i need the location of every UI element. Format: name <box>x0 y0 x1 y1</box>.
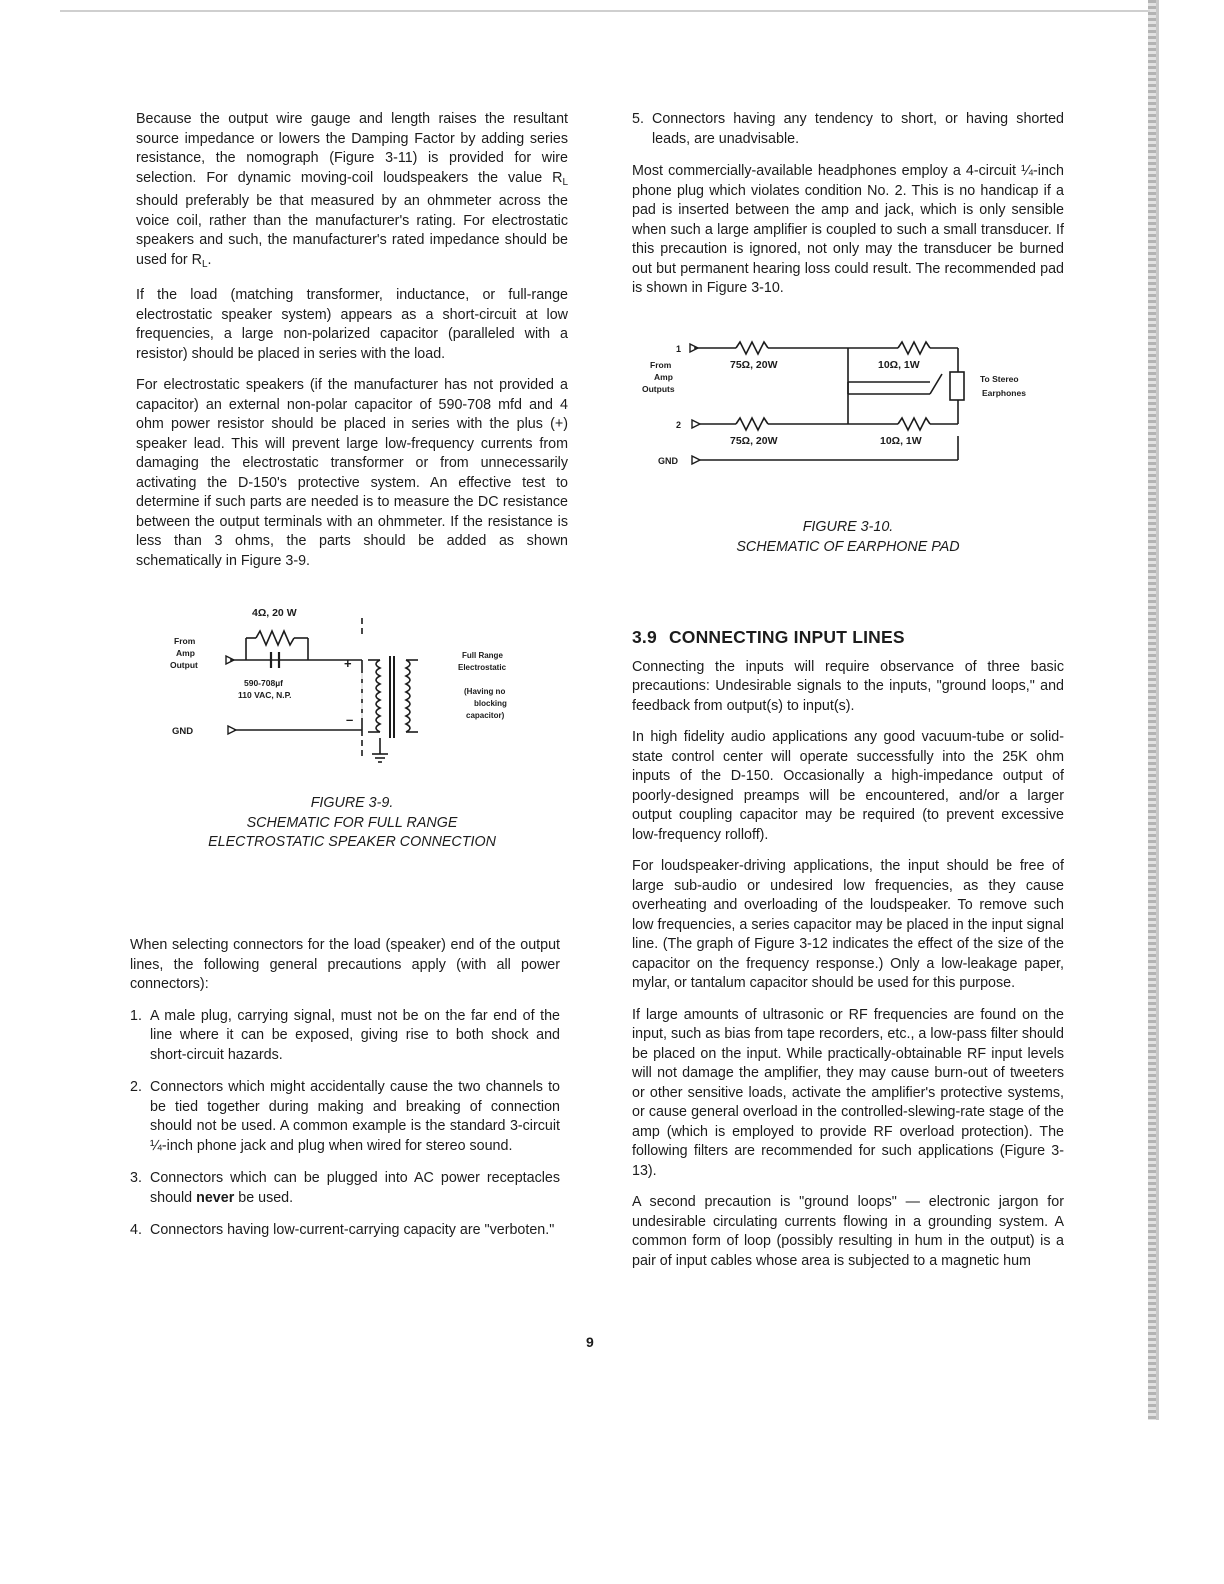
svg-text:110 VAC, N.P.: 110 VAC, N.P. <box>238 690 292 700</box>
left-column-lower <box>130 936 560 1254</box>
svg-text:75Ω, 20W: 75Ω, 20W <box>730 359 778 371</box>
svg-text:(Having no: (Having no <box>464 687 506 696</box>
list-item: 5. Connectors having any tendency to short, or having shorted leads, are unadvisable. <box>632 111 1064 147</box>
figure-3-10-caption: FIGURE 3-10. SCHEMATIC OF EARPHONE PAD <box>736 519 960 555</box>
right-column-top <box>632 110 1064 311</box>
svg-text:75Ω, 20W: 75Ω, 20W <box>730 435 778 447</box>
svg-text:Outputs: Outputs <box>642 384 675 394</box>
svg-text:From: From <box>650 360 672 370</box>
svg-text:Earphones: Earphones <box>982 388 1026 398</box>
list-item: 3. Connectors which can be plugged into AC power receptacles should never be used. <box>130 1170 560 1206</box>
connector-precautions-list-continued <box>632 110 1064 149</box>
section-heading: 3.9 CONNECTING INPUT LINES <box>632 627 905 647</box>
paragraph-ground-loops: A second precaution is "ground loops" — electronic jargon for undesirable circulating currents flowing in a grounding system. A common form of loop (possibly resulting in hum in the output) is a pair of input cables whose area is subjected to a magnetic hum <box>632 1194 1064 1269</box>
svg-text:capacitor): capacitor) <box>466 711 505 720</box>
svg-text:Full Range: Full Range <box>462 651 503 660</box>
paragraph-connectors-intro: When selecting connectors for the load (speaker) end of the output lines, the following general precautions apply (with all power connectors): <box>130 937 560 992</box>
paragraph-loudspeaker-driving: For loudspeaker-driving applications, the input should be free of large sub-audio or undesired low frequencies, as they cause overheating and overloading of the loudspeaker. To remove such low frequencies, a series capacitor may be placed in the input signal line. (The graph of Figure 3-12 indicates the effect of the size of the capacitor on the frequency response.) Only a low-leakage paper, mylar, or tantalum capacitor should be used for this purpose. <box>632 858 1064 991</box>
figure-3-10-schematic <box>640 336 1060 476</box>
page-number: 9 <box>586 1334 594 1350</box>
svg-text:–: – <box>346 712 354 727</box>
svg-text:To Stereo: To Stereo <box>980 374 1019 384</box>
paragraph-hifi-applications: In high fidelity audio applications any good vacuum-tube or solid-state control center will operate successfully into the 25K ohm inputs of the D-150. Occasionally a high-impedance output of poorly-designed preamps will be encountered, and/or a larger output coupling capacitor may be required (to prevent excessive low-frequency rolloff). <box>632 729 1064 843</box>
figure-3-9-schematic <box>168 598 548 768</box>
list-item: 2. Connectors which might accidentally cause the two channels to be tied together during making and breaking of connection should not be used. A common example is the standard 3-circuit ¼-inch phone jack and plug when wired for stereo sound. <box>130 1079 560 1154</box>
svg-text:GND: GND <box>172 726 194 737</box>
svg-text:From: From <box>174 636 196 646</box>
svg-text:4Ω, 20 W: 4Ω, 20 W <box>252 607 297 619</box>
figure-3-9-caption: FIGURE 3-9. SCHEMATIC FOR FULL RANGE ELECTROSTATIC SPEAKER CONNECTION <box>208 795 496 850</box>
svg-text:blocking: blocking <box>474 699 507 708</box>
paragraph-electrostatic-speakers: For electrostatic speakers (if the manufacturer has not provided a capacitor) an external non-polar capacitor of 590-708 mfd and 4 ohm power resistor should be placed in series with the plus (+) speaker lead. This will prevent large low-frequency currents from damaging the electrostatic transformer or from unnecessarily activating the D-150's protective system. An effective test to determine if such parts are needed is to measure the DC resistance between the output terminals with an ohmmeter. If the resistance is less than 3 ohms, the parts should be added as shown schematically in Figure 3-9. <box>136 377 568 569</box>
svg-text:590-708µf: 590-708µf <box>244 678 283 688</box>
svg-text:Electrostatic: Electrostatic <box>458 663 507 672</box>
svg-text:10Ω, 1W: 10Ω, 1W <box>878 359 920 371</box>
svg-text:10Ω, 1W: 10Ω, 1W <box>880 435 922 447</box>
page-binding-edge-line <box>1156 0 1159 1420</box>
svg-text:+: + <box>344 656 352 671</box>
paragraph-input-precautions: Connecting the inputs will require observance of three basic precautions: Undesirable signals to the inputs, "ground loops," and feedback from output(s) to input(s). <box>632 658 1064 714</box>
paragraph-load-short-circuit: If the load (matching transformer, inductance, or full-range electrostatic speaker system) appears as a short-circuit at low frequencies, a large non-polarized capacitor (paralleled with a resistor) should be placed in series with the load. <box>136 287 568 362</box>
left-column <box>136 110 568 583</box>
svg-text:Amp: Amp <box>176 648 195 658</box>
svg-text:GND: GND <box>658 456 678 466</box>
svg-text:1: 1 <box>676 344 682 354</box>
svg-text:Amp: Amp <box>654 372 673 382</box>
paragraph-wire-gauge: Because the output wire gauge and length raises the resultant source impedance or lowers the Damping Factor by adding series resistance, the nomograph (Figure 3-11) is provided for wire selection. For dynamic moving-coil loudspeakers the value $R_L$ should preferably be that measured by an ohmmeter across the voice coil, rather than the manufacturer's rating. For electrostatic speakers and such, the manufacturer's rated impedance should be used for $R_L$. <box>136 111 568 270</box>
svg-text:Output: Output <box>170 660 198 670</box>
right-column-lower <box>632 628 1064 1283</box>
page-binding-edge <box>1148 0 1156 1420</box>
connector-precautions-list <box>130 1007 560 1241</box>
list-item: 4. Connectors having low-current-carrying capacity are "verboten." <box>130 1222 555 1238</box>
paragraph-rf-frequencies: If large amounts of ultrasonic or RF frequencies are found on the input, such as bias from tape recorders, etc., a low-pass filter should be placed on the input. While practically-obtainable RF input levels will not damage the amplifier, they may cause burn-out of tweeters or other sensitive loads, activate the amplifier's protective systems, or cause general overload in the controlled-slewing-rate stage of the amp (which is employed to provide RF overload protection). The following filters are recommended for such applications (Figure 3-13). <box>632 1006 1064 1179</box>
list-item: 1. A male plug, carrying signal, must not be on the far end of the line where it can be exposed, giving rise to both shock and short-circuit hazards. <box>130 1007 560 1063</box>
paragraph-headphones: Most commercially-available headphones employ a 4-circuit ¼-inch phone plug which violates condition No. 2. This is no handicap if a pad is inserted between the amp and jack, which is only sensible when such a large amplifier is coupled to such a small transducer. If this precaution is ignored, not only may the transducer be burned out but permanent hearing loss could result. The recommended pad is shown in Figure 3-10. <box>632 163 1064 296</box>
svg-text:2: 2 <box>676 420 682 430</box>
top-scan-rule <box>60 10 1150 12</box>
